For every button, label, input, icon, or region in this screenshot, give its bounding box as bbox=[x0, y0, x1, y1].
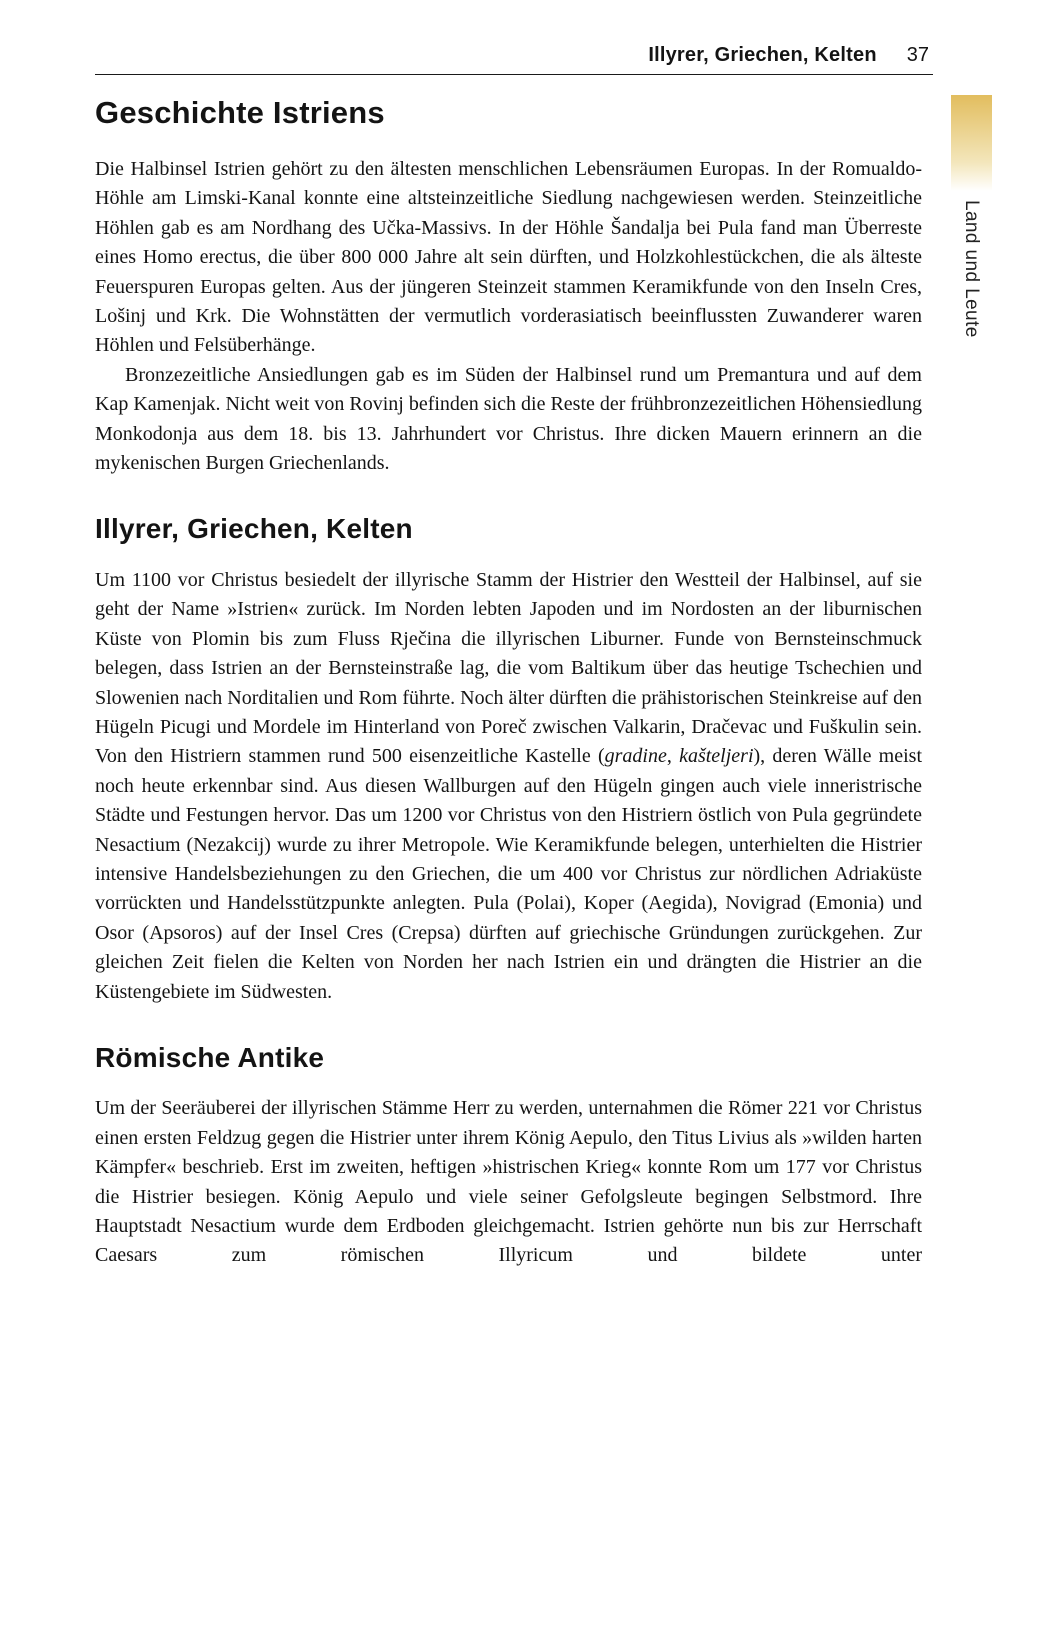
section-heading: Römische Antike bbox=[95, 1041, 325, 1073]
text-run: , bbox=[666, 745, 680, 768]
page-body bbox=[95, 155, 922, 1271]
header-rule bbox=[95, 74, 933, 75]
section-heading: Illyrer, Griechen, Kelten bbox=[95, 513, 413, 545]
text-run: Um der Seeräuberei der illyrischen Stämme Herr zu werden, unternahmen die Römer 221 vor Christus einen ersten Feldzug gegen die Histrier unter ihrem König Aepulo, den Titus Livius als »wilden harten Kämpfer« beschrieb. Erst im zweiten, heftigen »histrischen Krieg« konnte Rom um 177 vor Christus die Histrier besiegen. König Aepulo und viele seiner Gefolgsleute begingen Selbstmord. Ihre Hauptstadt Nesactium wurde dem Erdboden gleichgemacht. Istrien gehörte nun bis zur Herrschaft Caesars zum römischen Illyricum und bildete unter bbox=[95, 1097, 922, 1267]
text-run: Bronzezeitliche Ansiedlungen gab es im Süden der Halbinsel rund um Premantura und auf dem Kap Kamenjak. Nicht weit von Rovinj befinden sich die Reste der frühbronzezeitlichen Höhensiedlung Monkodonja aus dem 18. bis 13. Jahrhundert vor Christus. Ihre dicken Mauern erinnern an die mykenischen Burgen Griechenlands. bbox=[95, 363, 922, 475]
page-title: Geschichte Istriens bbox=[95, 95, 385, 130]
paragraph bbox=[95, 361, 922, 479]
paragraph bbox=[95, 566, 922, 1007]
content-column bbox=[95, 0, 933, 1271]
paragraph bbox=[95, 155, 922, 361]
italic-term: gradine bbox=[604, 745, 667, 768]
chapter-tab bbox=[951, 95, 992, 191]
running-title: Illyrer, Griechen, Kelten bbox=[648, 44, 877, 66]
chapter-label: Land und Leute bbox=[961, 200, 982, 338]
page-number: 37 bbox=[906, 44, 929, 66]
text-run: ), deren Wälle meist noch heute erkennbar sind. Aus diesen Wallburgen auf den Hügeln gingen auch viele inneristrische Städte und Festungen hervor. Das um 1200 vor Christus von den Histriern östlich von Pula gegründete Nesactium (Nezakcij) wurde zu ihrer Metropole. Wie Keramikfunde belegen, unterhielten die Histrier intensive Handelsbeziehungen zu den Griechen, die um 400 vor Christus zur nördlichen Adriaküste vorrückten und Handelsstützpunkte anlegten. Pula (Polai), Koper (Aegida), Novigrad (Emonia) und Osor (Apsoros) auf der Insel Cres (Crepsa) dürften auf griechische Gründungen zurückgehen. Zur gleichen Zeit fielen die Kelten von Norden her nach Istrien ein und drängten die Histrier an die Küstengebiete im Südwesten. bbox=[95, 745, 923, 1003]
page-header bbox=[95, 0, 933, 67]
italic-term: kašteljeri bbox=[679, 745, 754, 768]
text-run: Um 1100 vor Christus besiedelt der illyrische Stamm der Histrier den Westteil der Halbinsel, auf sie geht der Name »Istrien« zurück. Im Norden lebten Japoden und im Nordosten an der liburnischen Küste von Plomin bis zum Fluss Rječina die illyrischen Liburner. Funde von Bernsteinschmuck belegen, dass Istrien an der Bernsteinstraße lag, die vom Baltikum über das heutige Tschechien und Slowenien nach Norditalien und Rom führte. Noch älter dürften die prähistorischen Steinkreise auf den Hügeln Picugi und Mordele im Hinterland von Poreč zwischen Valkarin, Dračevac und Fuškulin sein. Von den Histriern stammen rund 500 eisenzeitliche Kastelle ( bbox=[95, 568, 922, 768]
paragraph bbox=[95, 1094, 922, 1270]
text-run: Die Halbinsel Istrien gehört zu den ältesten menschlichen Lebensräumen Europas. In der Romualdo-Höhle am Limski-Kanal konnte eine altsteinzeitliche Siedlung nachgewiesen werden. Steinzeitliche Höhlen gab es am Nordhang des Učka-Massivs. In der Höhle Šandalja bei Pula fand man Überreste eines Homo erectus, die über 800 000 Jahre alt sein dürften, und Holzkohlestückchen, die als älteste Feuerspuren Europas gelten. Aus der jüngeren Steinzeit stammen Keramikfunde von den Inseln Cres, Lošinj und Krk. Die Wohnstätten der vermutlich vorderasiatisch beeinflussten Zuwanderer waren Höhlen und Felsüberhänge. bbox=[95, 158, 922, 357]
